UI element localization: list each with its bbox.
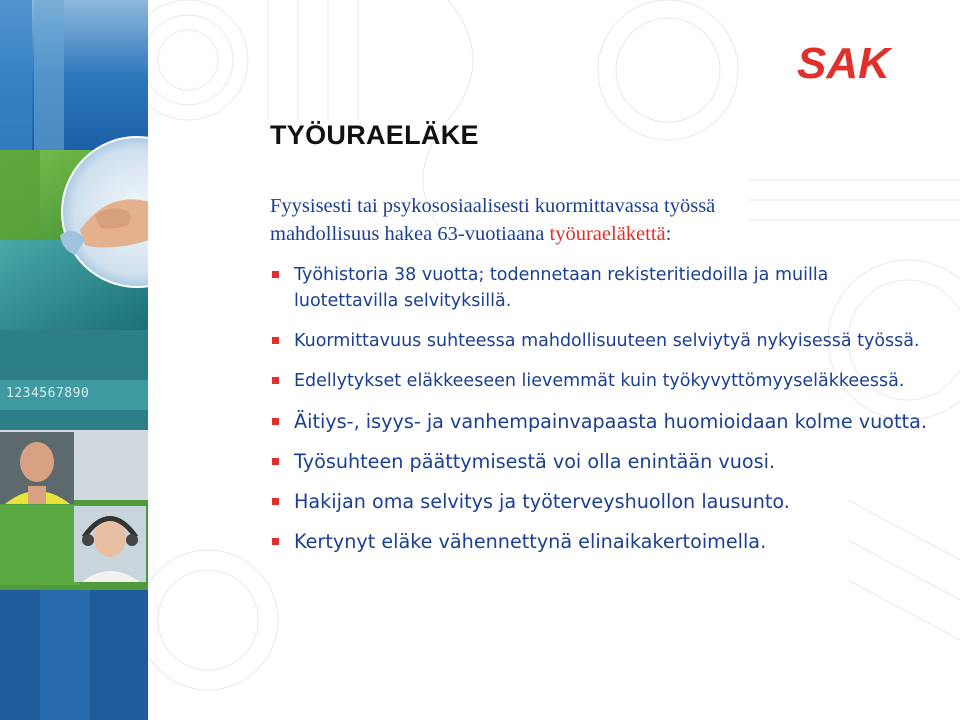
bullet-marker — [272, 271, 279, 278]
list-item-text: Kuormittavuus suhteessa mahdollisuuteen selviytyä nykyisessä työssä. — [294, 331, 920, 351]
list-item — [270, 528, 930, 555]
list-item — [270, 368, 930, 394]
strip-digits: 1234567890 — [6, 386, 90, 401]
list-item-text: Äitiys-, isyys- ja vanhempainvapaasta huomioidaan kolme vuotta. — [294, 410, 927, 433]
bullet-marker — [272, 337, 279, 344]
svg-text:SAK: SAK — [797, 39, 890, 86]
list-item — [270, 262, 930, 314]
decorative-image-strip — [0, 0, 148, 720]
intro-text — [270, 192, 910, 248]
intro-line-2-prefix: mahdollisuus hakea 63-vuotiaana — [270, 223, 550, 245]
mosaic-graphic — [0, 0, 148, 720]
list-item — [270, 488, 930, 515]
bullet-marker — [272, 458, 279, 465]
list-item — [270, 328, 930, 354]
bullet-marker — [272, 418, 279, 425]
list-item-text: Työsuhteen päättymisestä voi olla enintään vuosi. — [294, 450, 776, 473]
bullet-marker — [272, 538, 279, 545]
list-item-text: Työhistoria 38 vuotta; todennetaan rekisteritiedoilla ja muilla luotettavilla selvityksillä. — [294, 265, 829, 311]
bullet-marker — [272, 498, 279, 505]
list-item-text: Edellytykset eläkkeeseen lievemmät kuin työkyvyttömyyseläkkeessä. — [294, 371, 905, 391]
intro-line-1: Fyysisesti tai psykososiaalisesti kuormittavassa työssä — [270, 195, 716, 217]
list-item — [270, 408, 930, 435]
bullet-marker — [272, 377, 279, 384]
slide-title: TYÖURAELÄKE — [270, 120, 479, 150]
list-item-text: Kertynyt eläke vähennettynä elinaikakertoimella. — [294, 530, 767, 553]
intro-highlight: työuraeläkettä — [549, 223, 666, 245]
list-item-text: Hakijan oma selvitys ja työterveyshuollon lausunto. — [294, 490, 790, 513]
intro-line-2-suffix: : — [665, 223, 672, 245]
sak-logo — [793, 38, 901, 86]
list-item — [270, 448, 930, 475]
bullet-list — [270, 262, 930, 568]
